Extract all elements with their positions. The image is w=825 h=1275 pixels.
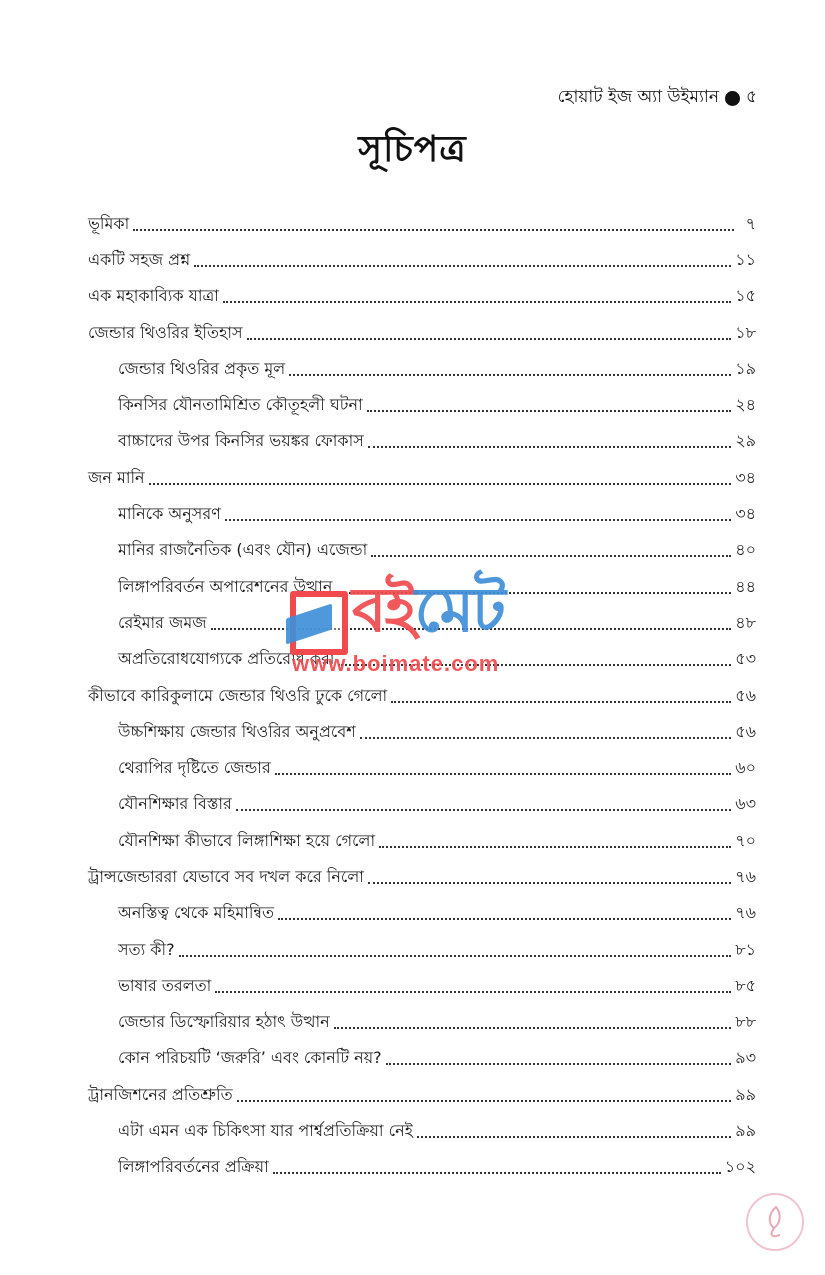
dot-leader	[367, 409, 732, 412]
toc-page-number: ৮১	[735, 939, 756, 959]
toc-page-number: ৮৮	[735, 1012, 756, 1032]
toc-page-number: ৭০	[735, 830, 756, 850]
toc-page-number: ৫৬	[735, 685, 756, 705]
toc-page-number: ৫৬	[735, 721, 756, 741]
dot-leader	[391, 700, 731, 703]
toc-entry-title: থেরাপির দৃষ্টিতে জেন্ডার	[118, 758, 271, 778]
toc-page-number: ৮৫	[735, 975, 756, 995]
toc-entry	[88, 206, 756, 242]
dot-leader	[179, 954, 732, 957]
toc-entry	[88, 460, 756, 496]
dot-leader	[338, 663, 731, 666]
toc-subentry	[88, 823, 756, 859]
dot-leader	[360, 736, 732, 739]
toc-entry	[88, 678, 756, 714]
dot-leader	[334, 1026, 732, 1029]
toc-page-number: ৬৩	[735, 794, 756, 814]
toc-subentry	[88, 424, 756, 460]
dot-leader	[368, 445, 731, 448]
toc-page-number: ৬০	[735, 758, 756, 778]
toc-entry-title: কীভাবে কারিকুলামে জেন্ডার থিওরি ঢুকে গেলো	[88, 685, 388, 705]
running-title: হোয়াট ইজ অ্যা উইম্যান	[557, 87, 719, 107]
toc-entry-title: এটা এমন এক চিকিৎসা যার পার্শ্বপ্রতিক্রিয়া নেই	[118, 1121, 413, 1141]
toc-page-number: ১৮	[735, 322, 756, 342]
toc-page-number: ২৯	[735, 431, 756, 451]
toc-entry-title: উচ্চশিক্ষায় জেন্ডার থিওরির অনুপ্রবেশ	[118, 721, 356, 741]
toc-subentry	[88, 1041, 756, 1077]
dot-leader	[247, 337, 732, 340]
toc-page-number: ৪৪	[735, 576, 756, 596]
toc-subentry	[88, 750, 756, 786]
dot-leader	[236, 808, 731, 811]
toc-page-number: ১১	[735, 249, 756, 269]
toc-page-number: ৭	[745, 213, 756, 233]
toc-entry-title: অনস্তিত্ব থেকে মহিমান্বিত	[118, 903, 274, 923]
dot-leader	[289, 373, 731, 376]
toc-page-number: ৭৬	[735, 903, 756, 923]
toc-subentry	[88, 605, 756, 641]
logo-red-text: বই	[352, 573, 415, 646]
toc-entry-title: সত্য কী?	[118, 939, 175, 959]
toc-page-number: ৫৩	[735, 649, 756, 669]
dot-leader	[417, 1135, 731, 1138]
toc-page-number: ৪৮	[735, 612, 756, 632]
dot-leader	[278, 917, 731, 920]
dot-leader	[237, 1099, 732, 1102]
toc-entry	[88, 315, 756, 351]
toc-page-number: ৯৯	[735, 1121, 756, 1141]
toc-entry-title: ভূমিকা	[88, 213, 130, 233]
toc-entry	[88, 279, 756, 315]
logo-blue-text: মেট	[414, 573, 504, 646]
toc-subentry	[88, 714, 756, 750]
toc-entry-title: জেন্ডার থিওরির ইতিহাস	[88, 322, 243, 342]
toc-subentry	[88, 496, 756, 532]
toc-subentry	[88, 787, 756, 823]
table-of-contents	[88, 206, 756, 1186]
toc-entry	[88, 1077, 756, 1113]
toc-page-number: ৯৯	[735, 1084, 756, 1104]
dot-leader	[149, 482, 732, 485]
toc-entry-title: বাচ্চাদের উপর কিনসির ভয়ঙ্কর ফোকাস	[118, 431, 364, 451]
toc-entry-title: এক মহাকাব্যিক যাত্রা	[88, 286, 219, 306]
toc-subentry	[88, 1113, 756, 1149]
toc-page-number: ২৪	[735, 395, 756, 415]
toc-subentry	[88, 896, 756, 932]
toc-subentry	[88, 569, 756, 605]
toc-entry-title: লিঙ্গাপরিবর্তন অপারেশনের উত্থান	[118, 576, 333, 596]
dot-leader	[273, 1171, 721, 1174]
toc-entry-title: জেন্ডার ডিস্ফোরিয়ার হঠাৎ উত্থান	[118, 1012, 330, 1032]
toc-page-number: ৭৬	[735, 866, 756, 886]
toc-entry-title: যৌনশিক্ষার বিস্তার	[118, 794, 232, 814]
page-title: সূচিপত্র	[358, 129, 467, 170]
dot-leader	[215, 990, 731, 993]
dot-leader	[336, 591, 731, 594]
toc-page-number: ৩৪	[735, 504, 756, 524]
toc-entry-title: ভাষার তরলতা	[118, 975, 212, 995]
toc-entry-title: কিনসির যৌনতামিশ্রিত কৌতূহলী ঘটনা	[118, 395, 363, 415]
dot-leader	[368, 881, 731, 884]
toc-page-number: ১৫	[735, 286, 756, 306]
dot-leader	[211, 627, 732, 630]
toc-subentry	[88, 387, 756, 423]
watermark-url: www.boimate.com	[292, 651, 500, 676]
toc-page-number: ৩৪	[735, 467, 756, 487]
toc-entry	[88, 859, 756, 895]
dot-leader	[379, 845, 731, 848]
toc-subentry	[88, 351, 756, 387]
toc-subentry	[88, 533, 756, 569]
dot-leader	[275, 772, 731, 775]
toc-subentry	[88, 968, 756, 1004]
bullet-icon	[725, 91, 740, 106]
dot-leader	[194, 264, 731, 267]
toc-subentry	[88, 1005, 756, 1041]
toc-entry-title: একটি সহজ প্রশ্ন	[88, 249, 191, 269]
dot-leader	[371, 554, 731, 557]
toc-page-number: ১৯	[735, 358, 756, 378]
toc-subentry	[88, 642, 756, 678]
toc-page-number: ১০২	[724, 1157, 756, 1177]
toc-page-number: ৪০	[735, 540, 756, 560]
dot-leader	[225, 518, 731, 521]
toc-entry-title: জন মানি	[88, 467, 145, 487]
running-header	[558, 84, 757, 112]
toc-entry-title: কোন পরিচয়টি ‘জরুরি’ এবং কোনটি নয়?	[118, 1048, 382, 1068]
page-number: ৫	[745, 87, 757, 107]
toc-subentry	[88, 932, 756, 968]
toc-entry-title: ট্রান্সজেন্ডাররা যেভাবে সব দখল করে নিলো	[88, 866, 364, 886]
dot-leader	[133, 228, 734, 231]
quill-feather-icon	[760, 1204, 790, 1240]
toc-entry-title: লিঙ্গাপরিবর্তনের প্রক্রিয়া	[118, 1157, 269, 1177]
toc-entry	[88, 242, 756, 278]
toc-entry-title: মানির রাজনৈতিক (এবং যৌন) এজেন্ডা	[118, 540, 368, 560]
toc-entry-title: ট্রানজিশনের প্রতিশ্রুতি	[88, 1084, 233, 1104]
corner-stamp	[746, 1193, 804, 1251]
toc-entry-title: অপ্রতিরোধযোগ্যকে প্রতিরোধ করা	[118, 649, 335, 669]
toc-subentry	[88, 1150, 756, 1186]
dot-leader	[223, 300, 731, 303]
toc-entry-title: যৌনশিক্ষা কীভাবে লিঙ্গাশিক্ষা হয়ে গেলো	[118, 830, 376, 850]
dot-leader	[386, 1062, 732, 1065]
toc-page-number: ৯৩	[735, 1048, 756, 1068]
toc-entry-title: মানিকে অনুসরণ	[118, 504, 221, 524]
toc-entry-title: জেন্ডার থিওরির প্রকৃত মূল	[118, 358, 286, 378]
toc-entry-title: রেইমার জমজ	[118, 612, 207, 632]
